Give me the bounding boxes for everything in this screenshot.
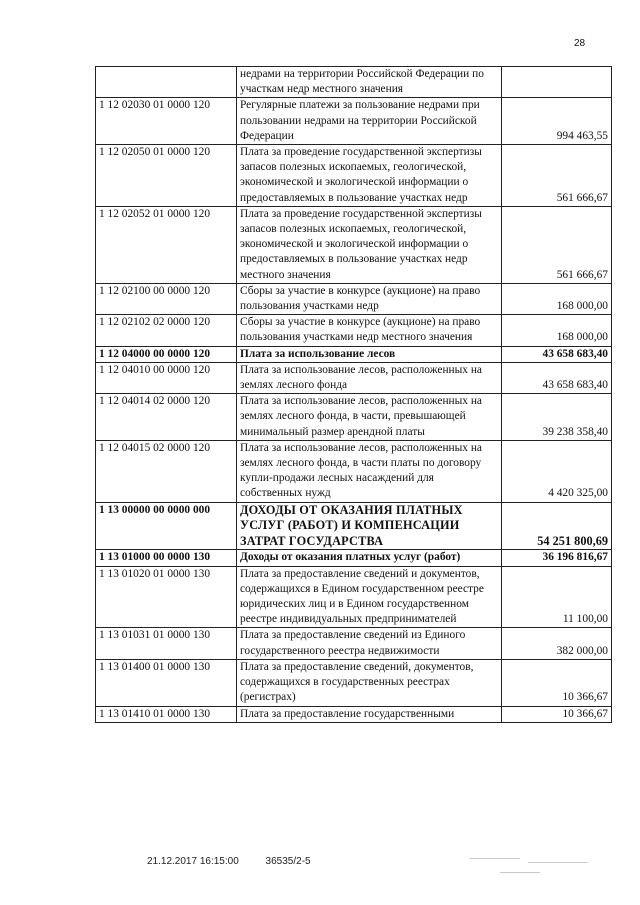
table-row: [96, 98, 612, 145]
revenue-name-cell: Плата за использование лесов: [237, 346, 502, 362]
scan-artifact: [500, 872, 540, 873]
table-row: [96, 346, 612, 362]
table-row: [96, 315, 612, 346]
scan-artifact: [528, 862, 588, 863]
amount-cell: 168 000,00: [502, 283, 612, 314]
budget-code-cell: 1 12 04014 02 0000 120: [96, 394, 237, 441]
amount-cell: 561 666,67: [502, 206, 612, 283]
budget-code-cell: 1 12 04000 00 0000 120: [96, 346, 237, 362]
amount-cell: 561 666,67: [502, 145, 612, 207]
amount-cell: 36 196 816,67: [502, 550, 612, 566]
amount-cell: 10 366,67: [502, 659, 612, 706]
revenue-table: [95, 66, 612, 723]
amount-cell: 168 000,00: [502, 315, 612, 346]
revenue-name-cell: Регулярные платежи за пользование недрами при пользовании недрами на территории Российской Федерации: [237, 98, 502, 145]
revenue-name-cell: Плата за предоставление сведений и документов, содержащихся в Едином государственном реестре юридических лиц и в Едином государственном реестре индивидуальных предпринимателей: [237, 566, 502, 628]
table-row: [96, 502, 612, 550]
table-row: [96, 283, 612, 314]
budget-code-cell: 1 13 01400 01 0000 130: [96, 659, 237, 706]
table-row: [96, 362, 612, 393]
revenue-name-cell: Плата за использование лесов, расположенных на землях лесного фонда, в части, превышающей минимальный размер арендной платы: [237, 394, 502, 441]
budget-code-cell: 1 12 02030 01 0000 120: [96, 98, 237, 145]
footer-datetime: 21.12.2017 16:15:00: [147, 856, 239, 867]
budget-code-cell: 1 13 00000 00 0000 000: [96, 502, 237, 550]
budget-code-cell: 1 12 04010 00 0000 120: [96, 362, 237, 393]
revenue-name-cell: недрами на территории Российской Федерации по участкам недр местного значения: [237, 67, 502, 98]
table-row: [96, 206, 612, 283]
revenue-name-cell: Плата за предоставление государственными: [237, 706, 502, 722]
budget-code-cell: 1 13 01020 01 0000 130: [96, 566, 237, 628]
table-row: [96, 659, 612, 706]
amount-cell: 54 251 800,69: [502, 502, 612, 550]
budget-code-cell: 1 12 02102 02 0000 120: [96, 315, 237, 346]
budget-code-cell: 1 12 02050 01 0000 120: [96, 145, 237, 207]
amount-cell: 10 366,67: [502, 706, 612, 722]
document-footer: [147, 856, 335, 867]
amount-cell: 4 420 325,00: [502, 440, 612, 502]
budget-code-cell: 1 13 01000 00 0000 130: [96, 550, 237, 566]
amount-cell: 43 658 683,40: [502, 346, 612, 362]
revenue-table-body: [96, 67, 612, 723]
amount-cell: 43 658 683,40: [502, 362, 612, 393]
table-row: [96, 566, 612, 628]
table-row: [96, 706, 612, 722]
budget-code-cell: 1 12 02052 01 0000 120: [96, 206, 237, 283]
budget-code-cell: 1 12 02100 00 0000 120: [96, 283, 237, 314]
budget-code-cell: [96, 67, 237, 98]
page-number: 28: [574, 38, 586, 49]
table-row: [96, 394, 612, 441]
revenue-name-cell: Плата за предоставление сведений, документов, содержащихся в государственных реестрах (регистрах): [237, 659, 502, 706]
table-row: [96, 67, 612, 98]
revenue-name-cell: Плата за предоставление сведений из Единого государственного реестра недвижимости: [237, 628, 502, 659]
amount-cell: 11 100,00: [502, 566, 612, 628]
revenue-name-cell: Сборы за участие в конкурсе (аукционе) на право пользования участками недр местного значения: [237, 315, 502, 346]
table-row: [96, 145, 612, 207]
revenue-name-cell: ДОХОДЫ ОТ ОКАЗАНИЯ ПЛАТНЫХ УСЛУГ (РАБОТ) И КОМПЕНСАЦИИ ЗАТРАТ ГОСУДАРСТВА: [237, 502, 502, 550]
revenue-name-cell: Плата за проведение государственной экспертизы запасов полезных ископаемых, геологической, экономической и экологической информации о предоставляемых в пользование участках недр: [237, 145, 502, 207]
amount-cell: 39 238 358,40: [502, 394, 612, 441]
revenue-name-cell: Плата за использование лесов, расположенных на землях лесного фонда, в части платы по договору купли-продажи лесных насаждений для собственных нужд: [237, 440, 502, 502]
table-row: [96, 628, 612, 659]
budget-code-cell: 1 13 01410 01 0000 130: [96, 706, 237, 722]
revenue-name-cell: Доходы от оказания платных услуг (работ): [237, 550, 502, 566]
revenue-name-cell: Сборы за участие в конкурсе (аукционе) на право пользования участками недр: [237, 283, 502, 314]
footer-doc-number: 36535/2-5: [265, 856, 311, 867]
table-row: [96, 440, 612, 502]
budget-code-cell: 1 12 04015 02 0000 120: [96, 440, 237, 502]
revenue-name-cell: Плата за использование лесов, расположенных на землях лесного фонда: [237, 362, 502, 393]
scan-artifact: [470, 858, 520, 859]
amount-cell: [502, 67, 612, 98]
revenue-name-cell: Плата за проведение государственной экспертизы запасов полезных ископаемых, геологической, экономической и экологической информации о предоставляемых в пользование участках недр местного значения: [237, 206, 502, 283]
budget-code-cell: 1 13 01031 01 0000 130: [96, 628, 237, 659]
amount-cell: 382 000,00: [502, 628, 612, 659]
amount-cell: 994 463,55: [502, 98, 612, 145]
table-row: [96, 550, 612, 566]
